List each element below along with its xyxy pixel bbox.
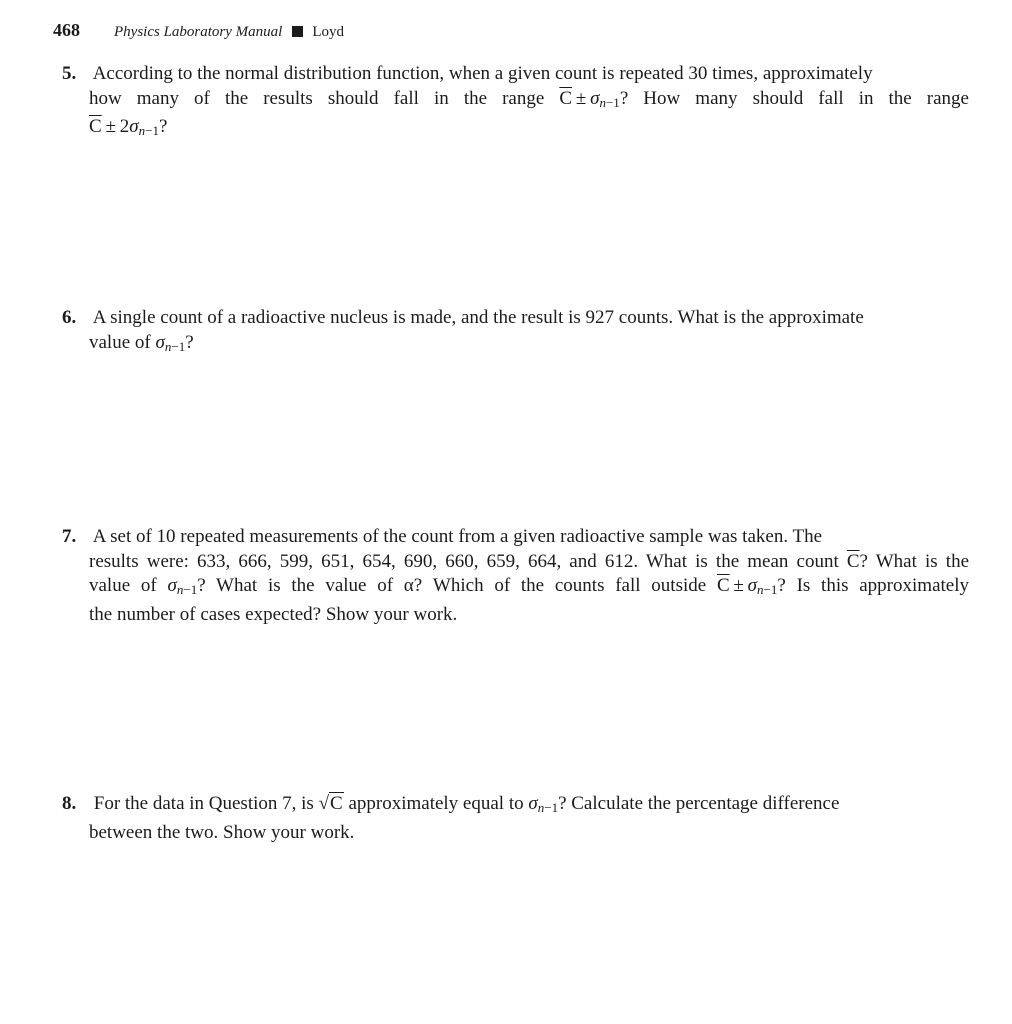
question-text: ? Is this approximately bbox=[777, 575, 969, 596]
question-text: A single count of a radioactive nucleus is made, and the result is 927 counts. What is the approximate bbox=[92, 307, 864, 328]
question-5-line-3 bbox=[62, 115, 969, 144]
question-text: A set of 10 repeated measurements of the count from a given radioactive sample was taken. The bbox=[92, 526, 823, 547]
question-text: value of bbox=[89, 575, 157, 596]
question-number: 7. bbox=[62, 526, 77, 547]
question-6 bbox=[62, 306, 969, 359]
book-title: Physics Laboratory Manual bbox=[114, 24, 283, 40]
question-text: results were: 633, 666, 599, 651, 654, 690, 660, 659, 664, and 612. What is the mean count bbox=[89, 550, 839, 572]
question-7-line-3 bbox=[62, 574, 969, 603]
page-number: 468 bbox=[53, 20, 80, 40]
math-sqrt-c-bar: √C bbox=[318, 793, 343, 814]
question-text: For the data in Question 7, is √C approximately equal to $\sigma_{n-1}$? Calculate the percentage difference bbox=[93, 793, 840, 815]
question-5 bbox=[62, 62, 969, 144]
question-text: value of bbox=[89, 331, 151, 353]
math-c-bar-pm-2sigma: $\overline{C} \pm 2\sigma_{n-1}$ bbox=[89, 116, 159, 138]
question-text: how many of the results should fall in the range bbox=[89, 87, 545, 109]
square-bullet-icon bbox=[292, 26, 303, 37]
question-text: ? bbox=[158, 116, 168, 137]
question-6-line-1 bbox=[62, 306, 969, 331]
question-6-line-2 bbox=[62, 331, 969, 360]
math-sigma-n-1: $\sigma_{n-1}$ bbox=[167, 575, 198, 597]
question-8-line-2 bbox=[62, 821, 969, 846]
math-c-bar: $\overline{C}$ bbox=[846, 550, 860, 572]
page-header bbox=[53, 20, 344, 46]
question-text: the number of cases expected? Show your work. bbox=[89, 603, 458, 625]
question-7 bbox=[62, 525, 969, 627]
question-text: ? What is the bbox=[859, 550, 970, 572]
math-sigma-n-1: $\sigma_{n-1}$ bbox=[155, 331, 186, 354]
math-c-bar-pm-sigma: $\overline{C} \pm \sigma_{n-1}$ bbox=[559, 87, 620, 110]
question-7-line-1 bbox=[62, 525, 969, 550]
math-sigma-n-1: $\sigma_{n-1}$ bbox=[528, 793, 559, 815]
question-number: 8. bbox=[62, 793, 77, 814]
question-text: ? bbox=[185, 331, 194, 353]
question-5-line-2 bbox=[62, 87, 969, 116]
question-7-line-4 bbox=[62, 603, 969, 628]
question-5-line-1 bbox=[62, 62, 969, 87]
question-text: According to the normal distribution function, when a given count is repeated 30 times, approximately bbox=[92, 63, 873, 84]
question-number: 5. bbox=[62, 63, 77, 84]
question-text: ? How many should fall in the range bbox=[619, 87, 969, 109]
question-7-line-2 bbox=[62, 550, 969, 575]
author-name: Loyd bbox=[312, 24, 344, 40]
math-c-bar-pm-sigma: $\overline{C} \pm \sigma_{n-1}$ bbox=[716, 575, 778, 597]
question-text: ? What is the value of α? Which of the counts fall outside bbox=[197, 575, 707, 596]
question-number: 6. bbox=[62, 307, 77, 328]
question-text: between the two. Show your work. bbox=[89, 821, 355, 843]
question-8 bbox=[62, 792, 969, 845]
question-8-line-1 bbox=[62, 792, 969, 821]
